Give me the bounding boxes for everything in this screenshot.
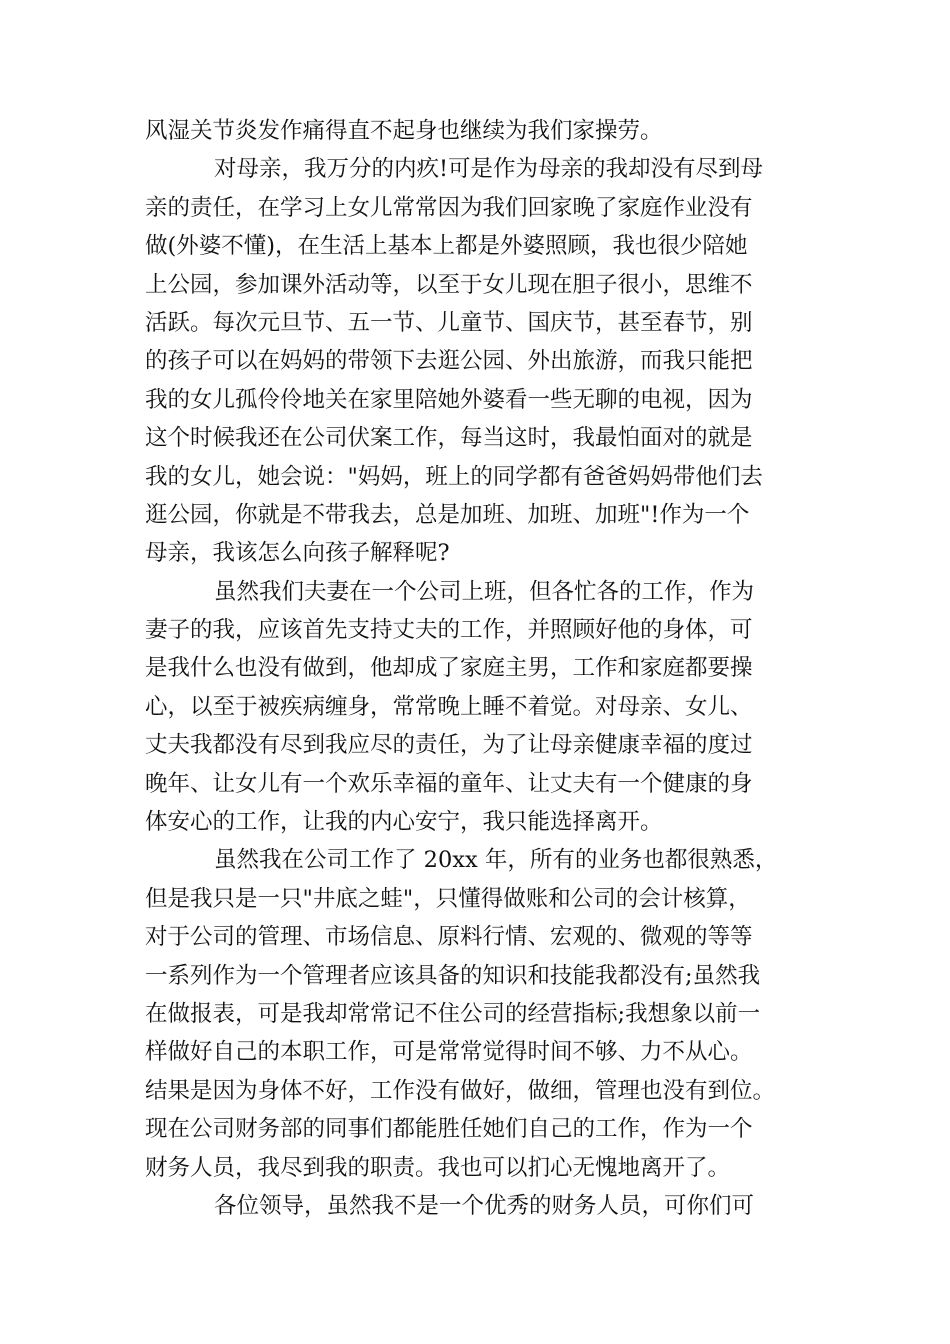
text-line: 但是我只是一只"井底之蛙"，只懂得做账和公司的会计核算， (145, 885, 751, 912)
paragraph-first-line: 对母亲，我万分的内疚!可是作为母亲的我却没有尽到母 (214, 156, 764, 183)
text-line: 风湿关节炎发作痛得直不起身也继续为我们家操劳。 (145, 118, 663, 144)
text-block (145, 112, 810, 1225)
text-line: 的孩子可以在妈妈的带领下去逛公园、外出旅游，而我只能把 (145, 348, 753, 375)
text-line: 结果是因为身体不好，工作没有做好，做细，管理也没有到位。 (145, 1077, 776, 1104)
text-line: 活跃。每次元旦节、五一节、儿童节、国庆节，甚至春节，别 (145, 309, 753, 336)
document-body (145, 112, 810, 1225)
text-line: 体安心的工作，让我的内心安宁，我只能选择离开。 (145, 809, 663, 836)
text-line: 我的女儿孤伶伶地关在家里陪她外婆看一些无聊的电视，因为 (145, 386, 753, 413)
paragraph-first-line: 虽然我在公司工作了 20xx 年，所有的业务也都很熟悉， (214, 847, 778, 874)
text-line: 母亲，我该怎么向孩子解释呢? (145, 540, 450, 567)
text-line: 对于公司的管理、市场信息、原料行情、宏观的、微观的等等 (145, 924, 753, 951)
paragraph-first-line: 虽然我们夫妻在一个公司上班，但各忙各的工作，作为 (214, 578, 755, 605)
text-line: 晚年、让女儿有一个欢乐幸福的童年、让丈夫有一个健康的身 (145, 770, 753, 797)
text-line: 现在公司财务部的同事们都能胜任她们自己的工作，作为一个 (145, 1116, 753, 1143)
text-line: 逛公园，你就是不带我去，总是加班、加班、加班"!作为一个 (145, 501, 750, 528)
text-line: 在做报表，可是我却常常记不住公司的经营指标;我想象以前一 (145, 1000, 761, 1027)
text-line: 是我什么也没有做到，他却成了家庭主男，工作和家庭都要操 (145, 655, 753, 682)
text-line: 上公园，参加课外活动等，以至于女儿现在胆子很小，思维不 (145, 271, 753, 298)
paragraph-first-line: 各位领导，虽然我不是一个优秀的财务人员，可你们可 (214, 1192, 755, 1219)
text-line: 做(外婆不懂)，在生活上基本上都是外婆照顾，我也很少陪她 (145, 233, 748, 260)
text-line: 我的女儿，她会说："妈妈，班上的同学都有爸爸妈妈带他们去 (145, 463, 763, 490)
text-line: 心，以至于被疾病缠身，常常晚上睡不着觉。对母亲、女儿、 (145, 693, 753, 720)
text-line: 一系列作为一个管理者应该具备的知识和技能我都没有;虽然我 (145, 962, 761, 989)
text-line: 妻子的我，应该首先支持丈夫的工作，并照顾好他的身体，可 (145, 617, 753, 644)
text-line: 亲的责任，在学习上女儿常常因为我们回家晚了家庭作业没有 (145, 194, 753, 221)
text-line: 丈夫我都没有尽到我应尽的责任，为了让母亲健康幸福的度过 (145, 732, 753, 759)
text-line: 财务人员，我尽到我的职责。我也可以扪心无愧地离开了。 (145, 1154, 731, 1181)
text-line: 样做好自己的本职工作，可是常常觉得时间不够、力不从心。 (145, 1039, 753, 1066)
text-line: 这个时候我还在公司伏案工作，每当这时，我最怕面对的就是 (145, 425, 753, 452)
